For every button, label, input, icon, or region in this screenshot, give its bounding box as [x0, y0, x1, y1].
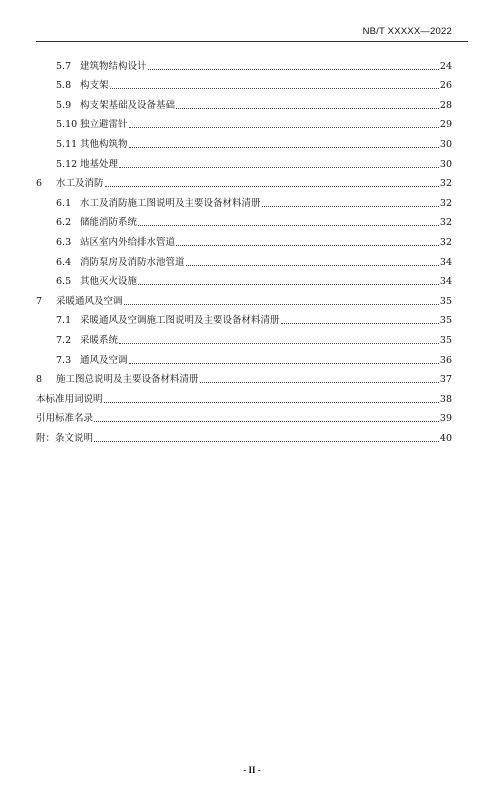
- toc-entry-number: 7.1: [56, 315, 72, 327]
- toc-entry[interactable]: [36, 151, 452, 171]
- toc-entry-number: 7.3: [56, 354, 72, 366]
- toc-entry-title: 地基处理: [80, 158, 119, 170]
- toc-entry-title: 构支架基础及设备基础: [80, 99, 176, 111]
- toc-entry-title: 水工及消防: [56, 178, 104, 190]
- dot-leader: [119, 166, 439, 168]
- toc-entry-page: 32: [439, 236, 452, 248]
- toc-entry[interactable]: [36, 327, 452, 347]
- toc-entry-number: 5.12: [56, 158, 78, 170]
- dot-leader: [262, 205, 439, 207]
- toc-entry-page: 26: [439, 80, 452, 92]
- toc-entry-page: 34: [439, 276, 452, 288]
- toc-entry-number: 5.11: [56, 138, 78, 150]
- toc-entry[interactable]: [36, 386, 452, 406]
- toc-entry-page: 32: [439, 178, 452, 190]
- toc-entry-number: 5.8: [56, 80, 72, 92]
- toc-entry-title: 采暖通风及空调施工图说明及主要设备材料清册: [80, 315, 280, 327]
- toc-entry-page: 34: [439, 256, 452, 268]
- toc-entry-page: 35: [439, 295, 452, 307]
- toc-entry-title: 建筑物结构设计: [80, 60, 147, 72]
- toc-entry[interactable]: [36, 425, 452, 445]
- toc-entry[interactable]: [36, 210, 452, 230]
- toc-entry[interactable]: [36, 249, 452, 269]
- toc-entry-title: 构支架: [80, 80, 109, 92]
- toc-entry-page: 40: [439, 432, 452, 444]
- toc-entry-number: 5.7: [56, 60, 72, 72]
- dot-leader: [129, 146, 439, 148]
- dot-leader: [176, 107, 439, 109]
- toc-entry-page: 35: [439, 334, 452, 346]
- toc-entry-title: 独立避雷针: [80, 119, 128, 131]
- toc-entry-title: 施工图总说明及主要设备材料清册: [56, 374, 199, 386]
- toc-entry-title: 站区室内外给排水管道: [80, 236, 176, 248]
- dot-leader: [129, 126, 439, 128]
- toc-entry-page: 32: [439, 217, 452, 229]
- dot-leader: [281, 322, 439, 324]
- toc-entry[interactable]: [36, 73, 452, 93]
- toc-entry-title: 本标准用词说明: [36, 393, 103, 405]
- toc-entry-page: 30: [439, 138, 452, 150]
- toc-entry-title: 采暖系统: [80, 334, 119, 346]
- document-code: NB/T XXXXX—2022: [362, 26, 452, 37]
- dot-leader: [110, 87, 439, 89]
- toc-entry-number: 8: [36, 374, 43, 386]
- dot-leader: [176, 244, 439, 246]
- dot-leader: [94, 440, 439, 442]
- dot-leader: [138, 224, 439, 226]
- toc-entry-title: 其他构筑物: [80, 138, 128, 150]
- toc-entry[interactable]: [36, 406, 452, 426]
- dot-leader: [94, 420, 439, 422]
- dot-leader: [119, 342, 439, 344]
- toc-entry-page: 36: [439, 354, 452, 366]
- toc-entry[interactable]: [36, 288, 452, 308]
- dot-leader: [186, 264, 439, 266]
- toc-entry-title: 采暖通风及空调: [56, 295, 123, 307]
- toc-entry[interactable]: [36, 269, 452, 289]
- toc-entry-page: 32: [439, 197, 452, 209]
- toc-entry[interactable]: [36, 171, 452, 191]
- dot-leader: [104, 401, 439, 403]
- toc-entry-number: 7: [36, 295, 43, 307]
- toc-entry-number: 6.1: [56, 197, 72, 209]
- toc-entry-number: 6.4: [56, 256, 72, 268]
- toc-entry-number: 6: [36, 178, 43, 190]
- toc-entry-page: 28: [439, 99, 452, 111]
- toc-entry-page: 38: [439, 393, 452, 405]
- toc-entry-page: 30: [439, 158, 452, 170]
- toc-entry-page: 37: [439, 374, 452, 386]
- table-of-contents: [36, 53, 452, 445]
- toc-entry-number: 6.2: [56, 217, 72, 229]
- toc-entry-page: 35: [439, 315, 452, 327]
- toc-entry[interactable]: [36, 229, 452, 249]
- toc-entry-title: 储能消防系统: [80, 217, 138, 229]
- toc-entry[interactable]: [36, 347, 452, 367]
- toc-entry[interactable]: [36, 53, 452, 73]
- toc-entry[interactable]: [36, 367, 452, 387]
- dot-leader: [148, 68, 439, 70]
- page-number: - II -: [243, 765, 261, 775]
- toc-entry[interactable]: [36, 308, 452, 328]
- toc-entry-number: 6.5: [56, 276, 72, 288]
- toc-entry-title: 水工及消防施工图说明及主要设备材料清册: [80, 197, 261, 209]
- toc-entry-title: 通风及空调: [80, 354, 128, 366]
- dot-leader: [124, 303, 439, 305]
- dot-leader: [200, 381, 439, 383]
- dot-leader: [138, 283, 439, 285]
- toc-entry-title: 附：条文说明: [36, 432, 94, 444]
- toc-entry-number: 5.9: [56, 99, 72, 111]
- toc-entry-page: 24: [439, 60, 452, 72]
- toc-entry-title: 其他灭火设施: [80, 276, 138, 288]
- header-rule: [36, 41, 468, 42]
- dot-leader: [105, 185, 439, 187]
- toc-entry[interactable]: [36, 131, 452, 151]
- toc-entry-page: 29: [439, 119, 452, 131]
- toc-entry[interactable]: [36, 112, 452, 132]
- toc-entry[interactable]: [36, 92, 452, 112]
- toc-entry-number: 7.2: [56, 334, 72, 346]
- toc-entry-page: 39: [439, 413, 452, 425]
- toc-entry-number: 5.10: [56, 119, 78, 131]
- dot-leader: [129, 362, 439, 364]
- toc-entry-title: 消防泵房及消防水池管道: [80, 256, 185, 268]
- toc-entry-number: 6.3: [56, 236, 72, 248]
- toc-entry-title: 引用标准名录: [36, 413, 94, 425]
- toc-entry[interactable]: [36, 190, 452, 210]
